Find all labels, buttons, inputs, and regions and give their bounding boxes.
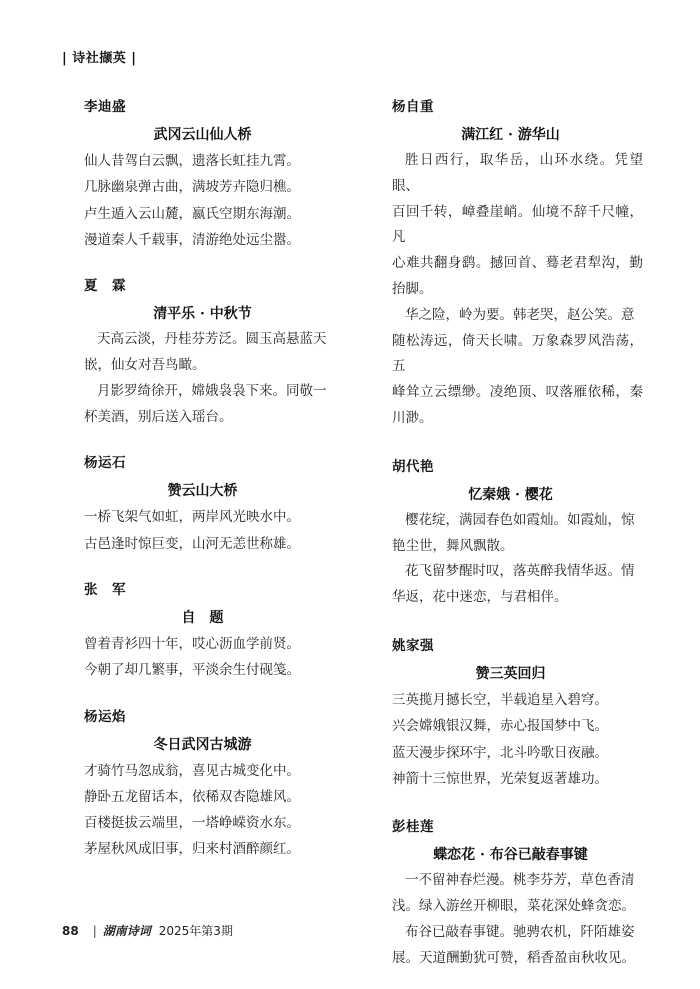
poem-paragraph-line: 月影罗绮徐开，嫦娥袅袅下来。同敬一 xyxy=(97,382,327,399)
poem-paragraph-line: 百回千转，嶂叠崖峭。仙境不辞千尺幢，凡 xyxy=(392,203,643,246)
poem-title: 蝶恋花 · 布谷已敲春事键 xyxy=(433,847,588,864)
poem-line: 静卧五龙留话本，依稀双杏隐雄风。 xyxy=(84,788,300,805)
poem-paragraph-line: 樱花绽，满园春色如霞灿。如霞灿，惊 xyxy=(405,511,635,528)
right-column xyxy=(378,96,643,971)
poem-paragraph-line: 杯美酒，别后送入瑶台。 xyxy=(84,408,233,425)
poem-author: 张 军 xyxy=(84,581,126,598)
poem-paragraph-line: 花飞留梦醒时叹，落英醉我情华返。情 xyxy=(405,563,635,580)
poem-paragraph-line: 嵌，仙女对吾鸟瞰。 xyxy=(84,356,206,373)
page-number: 88 xyxy=(62,923,79,938)
poem-paragraph-line: 展。天道酬勤犹可赞，稻香盈亩秋收见。 xyxy=(392,949,635,966)
poem-author: 杨自重 xyxy=(392,99,434,115)
poem-paragraph-line: 华之险，岭为要。韩老哭，赵公笑。意 xyxy=(405,306,635,323)
poem xyxy=(378,816,643,971)
poem-line: 才骑竹马忽成翁，喜见古城变化中。 xyxy=(84,762,300,779)
poem-author: 胡代艳 xyxy=(392,458,434,475)
poem-paragraph-line: 华返，花中迷恋，与君相伴。 xyxy=(392,589,568,606)
poem-author: 李迪盛 xyxy=(84,99,126,115)
poem-title: 赞三英回归 xyxy=(475,665,546,682)
poem-author: 杨运石 xyxy=(84,455,126,472)
poem-author: 姚家强 xyxy=(392,637,434,654)
poem-line: 几脉幽泉弹古曲，满坡芳卉隐归樵。 xyxy=(84,179,300,196)
poem-paragraph-line: 天高云淡，丹桂芬芳泛。圆玉高悬蓝天 xyxy=(97,331,327,348)
poem-author: 彭桂莲 xyxy=(392,819,434,836)
poem-line: 漫道秦人千载事，清游绝处远尘嚣。 xyxy=(84,231,300,248)
poem-title: 冬日武冈古城游 xyxy=(153,736,252,753)
poem-title: 忆秦娥 · 樱花 xyxy=(468,486,553,503)
poem-title: 武冈云山仙人桥 xyxy=(153,127,252,143)
poem-line: 百楼挺拔云端里，一塔峥嵘资水东。 xyxy=(84,815,300,832)
poem xyxy=(378,96,643,432)
footer-separator: | xyxy=(92,923,97,938)
poem xyxy=(378,456,643,611)
poem-author: 杨运焰 xyxy=(84,708,126,725)
poem-title: 自 题 xyxy=(181,609,224,626)
poem xyxy=(70,275,335,430)
poem xyxy=(70,96,335,253)
poem-line: 神箭十三惊世界，光荣复返著雄功。 xyxy=(392,770,608,787)
poem xyxy=(70,706,335,863)
poem-paragraph-line: 峰耸立云缥缈。凌绝顶、叹落雁依稀，秦川渺。 xyxy=(392,384,643,426)
section-header: | 诗社撷英 | xyxy=(62,51,137,66)
poem-line: 蓝天漫步探环宇，北斗吟歌日夜融。 xyxy=(392,744,608,761)
poem-line: 一桥飞架气如虹，两岸风光映水中。 xyxy=(84,509,300,526)
poem-line: 曾着青衫四十年，哎心沥血学前贤。 xyxy=(84,635,300,652)
poem-line: 茅屋秋风成旧事，归来村酒醉颜红。 xyxy=(84,841,300,858)
poem-paragraph-line: 一不留神春烂漫。桃李芬芳，草色香清 xyxy=(405,872,635,889)
poem-line: 兴会嫦娥银汉舞，赤心报国梦中飞。 xyxy=(392,718,608,735)
poem-line: 卢生遁入云山麓，嬴氏空期东海潮。 xyxy=(84,205,300,222)
poem-paragraph-line: 胜日西行，取华岳，山环水绕。凭望眼、 xyxy=(392,152,643,194)
poem-paragraph-line: 艳尘世，舞风飘散。 xyxy=(392,537,514,554)
poem-title: 清平乐 · 中秋节 xyxy=(153,306,252,323)
poem-title: 赞云山大桥 xyxy=(167,483,238,500)
poem-paragraph-line: 布谷已敲春事键。驰骋农机，阡陌雄姿 xyxy=(405,923,635,940)
poem xyxy=(378,635,643,792)
poem-line: 仙人昔驾白云飘，遗落长虹挂九霄。 xyxy=(84,153,300,169)
page-footer xyxy=(62,922,233,939)
poem-line: 今朝了却几繁事，平淡余生付砚笺。 xyxy=(84,662,300,679)
poem xyxy=(70,579,335,684)
poem-line: 三英揽月撼长空，半载追星入碧穹。 xyxy=(392,691,608,708)
poem-paragraph-line: 随松涛远，倚天长啸。万象森罗风浩荡，五 xyxy=(392,332,643,375)
poem-author: 夏 霖 xyxy=(84,278,126,295)
issue-label: 2025年第3期 xyxy=(158,924,233,938)
magazine-name: 湖南诗词 xyxy=(102,924,151,938)
poem-line: 古邑逢时惊巨变，山河无恙世称雄。 xyxy=(84,535,300,552)
poem-paragraph-line: 浅。绿入游丝开柳眼，菜花深处蜂贪恋。 xyxy=(392,897,635,914)
poem xyxy=(70,452,335,557)
poem-paragraph-line: 心难共翻身鹞。撼回首、蓦老君犁沟，勤抬脚。 xyxy=(392,255,643,297)
left-column xyxy=(70,96,335,863)
poem-title: 满江红 · 游华山 xyxy=(461,127,560,143)
